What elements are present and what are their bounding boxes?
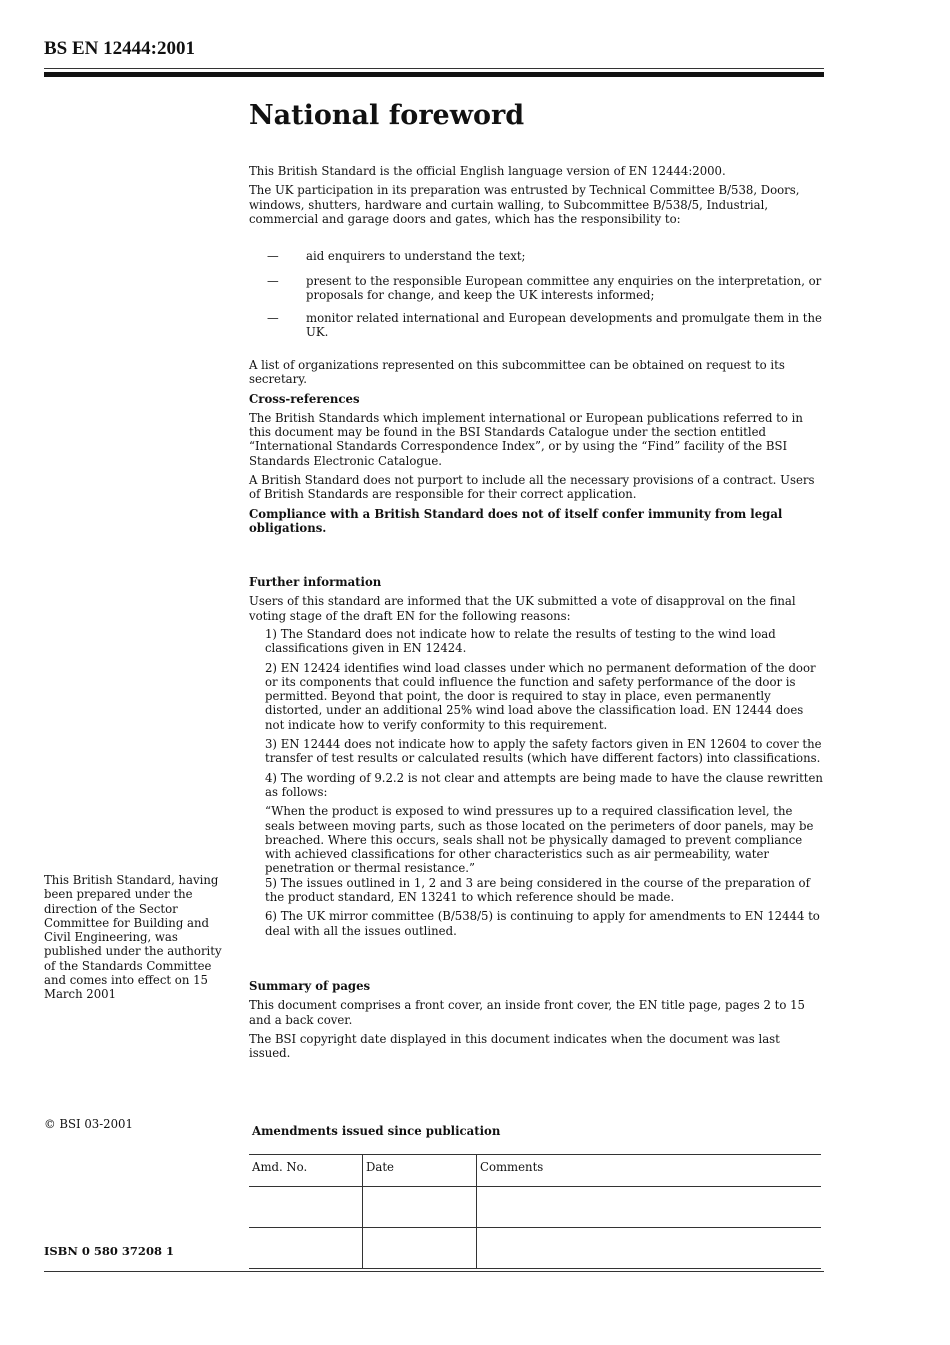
reason-2: 2) EN 12424 identifies wind load classes under which no permanent deformation of the door or its components that could influence the function and safety performance of the door is permitted. Beyond that point, the door is required to stay in place, even permanently distorted, under an additional 25% wind load above the classification load. EN 12444 does not indicate how to verify conformity to this requirement.: [265, 660, 816, 732]
intro-section: [249, 164, 824, 226]
amendments-heading: Amendments issued since publication: [252, 1124, 501, 1138]
amendments-table: [249, 1154, 821, 1269]
isbn: ISBN 0 580 37208 1: [44, 1244, 174, 1258]
cross-references-paragraph: The British Standards which implement international or European publications referred to in this document may be found in the BSI Standards Catalogue under the section entitled “International Standards Correspondence Index”, or by using the “Find” facility of the BSI Standards Electronic Catalogue.: [249, 410, 803, 468]
header-rule-thin: [44, 68, 824, 69]
table-cell: [477, 1187, 822, 1228]
reason-6: 6) The UK mirror committee (B/538/5) is continuing to apply for amendments to EN 12444 to deal with all the issues outlined.: [265, 909, 820, 938]
further-information-section: [249, 575, 824, 623]
column-header-amd-no: Amd. No.: [249, 1155, 363, 1187]
column-header-date: Date: [363, 1155, 477, 1187]
disapproval-reasons: [265, 627, 824, 938]
compliance-statement: Compliance with a British Standard does not of itself confer immunity from legal obligations.: [249, 506, 783, 535]
summary-section: [249, 979, 824, 1060]
document-number: BS EN 12444:2001: [44, 38, 195, 59]
reason-1: 1) The Standard does not indicate how to relate the results of testing to the wind load classifications given in EN 12424.: [265, 627, 776, 656]
further-information-heading: Further information: [249, 575, 382, 589]
table-cell: [363, 1187, 477, 1228]
further-information-paragraph: Users of this standard are informed that the UK submitted a vote of disapproval on the final voting stage of the draft EN for the following reasons:: [249, 594, 796, 623]
reason-4-quote: “When the product is exposed to wind pressures up to a required classification level, the seals between moving parts, such as those located on the perimeters of door panels, may be breached. Where this occurs, seals shall not be physically damaged to prevent compliance with achieved classifications for other characteristics such as air permeability, water penetration or thermal resistance.”: [265, 804, 814, 876]
table-cell: [363, 1228, 477, 1269]
reason-4: 4) The wording of 9.2.2 is not clear and attempts are being made to have the clause rewritten as follows:: [265, 770, 823, 799]
table-row: [249, 1228, 821, 1269]
dash-item-3: monitor related international and European developments and promulgate them in the UK.: [306, 311, 822, 340]
column-header-comments: Comments: [477, 1155, 822, 1187]
table-cell: [249, 1228, 363, 1269]
header-rule-thick: [44, 72, 824, 77]
reason-3: 3) EN 12444 does not indicate how to apply the safety factors given in EN 12604 to cover the transfer of test results or calculated results (which have different factors) into classifications.: [265, 737, 822, 766]
dash-bullet: —: [267, 249, 279, 263]
copyright-date-paragraph: The BSI copyright date displayed in this document indicates when the document was last issued.: [249, 1031, 780, 1061]
summary-heading: Summary of pages: [249, 979, 371, 993]
intro-paragraph-1: This British Standard is the official English language version of EN 12444:2000.: [249, 164, 726, 178]
table-header-row: [249, 1155, 821, 1187]
copyright-notice: © BSI 03-2001: [44, 1117, 133, 1131]
dash-item-2: present to the responsible European committee any enquiries on the interpretation, or proposals for change, and keep the UK interests informed;: [306, 274, 822, 303]
dash-bullet: —: [267, 274, 279, 288]
publication-note: This British Standard, having been prepared under the direction of the Sector Committee for Building and Civil Engineering, was published under the authority of the Standards Committee and comes into effect on 15 March 2001: [44, 873, 222, 1002]
contract-paragraph: A British Standard does not purport to include all the necessary provisions of a contract. Users of British Standards are responsible for their correct application.: [249, 473, 815, 502]
summary-paragraph: This document comprises a front cover, an inside front cover, the EN title page, pages 2 to 15 and a back cover.: [249, 998, 805, 1027]
intro-paragraph-2: The UK participation in its preparation was entrusted by Technical Committee B/538, Doors, windows, shutters, hardware and curtain walling, to Subcommittee B/538/5, Industrial, commercial and garage doors and gates, which has the responsibility to:: [249, 183, 800, 226]
page-title: National foreword: [249, 100, 525, 131]
reason-5: 5) The issues outlined in 1, 2 and 3 are being considered in the course of the preparation of the product standard, EN 13241 to which reference should be made.: [265, 875, 810, 905]
table-cell: [477, 1228, 822, 1269]
footer-rule: [44, 1271, 824, 1272]
cross-references-heading: Cross-references: [249, 391, 360, 406]
table-cell: [249, 1187, 363, 1228]
dash-bullet: —: [267, 311, 279, 325]
dash-item-1: aid enquirers to understand the text;: [306, 249, 526, 263]
committee-section: [249, 358, 824, 535]
table-row: [249, 1187, 821, 1228]
organizations-paragraph: A list of organizations represented on this subcommittee can be obtained on request to its secretary.: [249, 358, 785, 387]
